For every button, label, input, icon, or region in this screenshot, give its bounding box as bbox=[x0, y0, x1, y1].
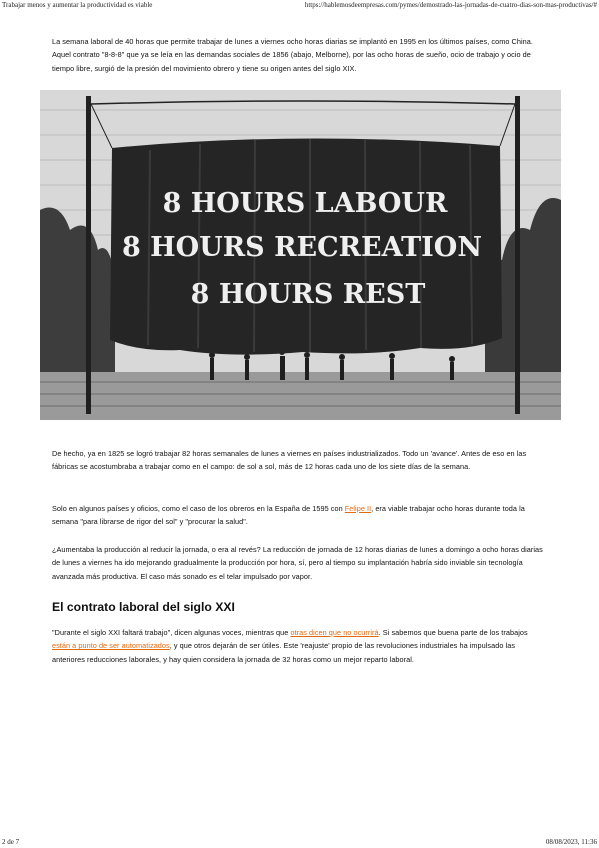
banner-line-3: 8 HOURS REST bbox=[190, 279, 426, 310]
paragraph-intro: La semana laboral de 40 horas que permite trabajar de lunes a viernes ocho horas diarias se implantó en 1995 en los últimos países, como China. Aquel contrato "8-8-8" que ya se leía en las demandas sociales de 1856 (abajo, Melborne), por las ocho horas de sueño, ocio de trabajo y ocio de tiempo libre, surgió de la presión del movimiento obrero y tiene su origen antes del siglo XIX. bbox=[52, 37, 533, 73]
paragraph-spain-after: , era viable trabajar ocho horas durante toda la semana "para librarse de rigor del sol" y "procurar la salud". bbox=[52, 504, 525, 527]
p5-part1: "Durante el siglo XXI faltará trabajo", dicen algunas voces, mientras que bbox=[52, 628, 291, 637]
felipe-ii-link[interactable]: Felipe II bbox=[344, 504, 372, 513]
paragraph-spain bbox=[52, 502, 547, 529]
page-number: 2 de 7 bbox=[2, 838, 20, 846]
paragraph-productivity: ¿Aumentaba la producción al reducir la jornada, o era al revés? La reducción de jornada de 12 horas diarias de lunes a domingo a ocho horas diarias de lunes a viernes ha ido mejorando gradualmente la producción por hora, sí, pero al tiempo su implantación habría sido inviable sin tecnología avanzada más productiva. El caso más sonado es el telar impulsado por vapor. bbox=[52, 545, 543, 581]
banner-line-2: 8 HOURS RECREATION bbox=[121, 232, 483, 263]
paragraph-spain-before: Solo en algunos países y oficios, como el caso de los obreros en la España de 1595 con bbox=[52, 504, 345, 513]
print-header bbox=[0, 0, 599, 12]
print-footer bbox=[0, 836, 599, 848]
header-title: Trabajar menos y aumentar la productividad es viable bbox=[2, 1, 153, 9]
paragraph-21st-century bbox=[52, 626, 547, 666]
banner-line-1: 8 HOURS LABOUR bbox=[162, 188, 448, 219]
historic-banner-image bbox=[40, 90, 561, 420]
print-datetime: 08/08/2023, 11:36 bbox=[545, 838, 597, 846]
automatizados-link[interactable]: están a punto de ser automatizados bbox=[52, 641, 170, 651]
banner-engraving bbox=[40, 90, 561, 420]
p5-part2: . Si sabemos que buena parte de los trabajos bbox=[378, 628, 528, 637]
section-heading: El contrato laboral del siglo XXI bbox=[52, 600, 235, 614]
p5-part3: , y que otros dejarán de ser útiles. Este 'reajuste' propio de las revoluciones industriales ha impulsado las anteriores reducciones laborales, y hay quien considera la jornada de 32 horas como un mejor reparto laboral. bbox=[52, 641, 516, 664]
otras-dicen-link[interactable]: otras dicen que no ocurrirá bbox=[290, 628, 379, 637]
header-url[interactable]: https://hablemosdeempresas.com/pymes/demostrado-las-jornadas-de-cuatro-dias-son-mas-productivas/# bbox=[304, 1, 597, 9]
paragraph-history: De hecho, ya en 1825 se logró trabajar 82 horas semanales de lunes a viernes en países industrializados. Todo un 'avance'. Antes de eso en las fábricas se acostumbraba a trabajar como en el campo: de sol a sol, más de 12 horas cada uno de los siete días de la semana. bbox=[52, 449, 527, 472]
